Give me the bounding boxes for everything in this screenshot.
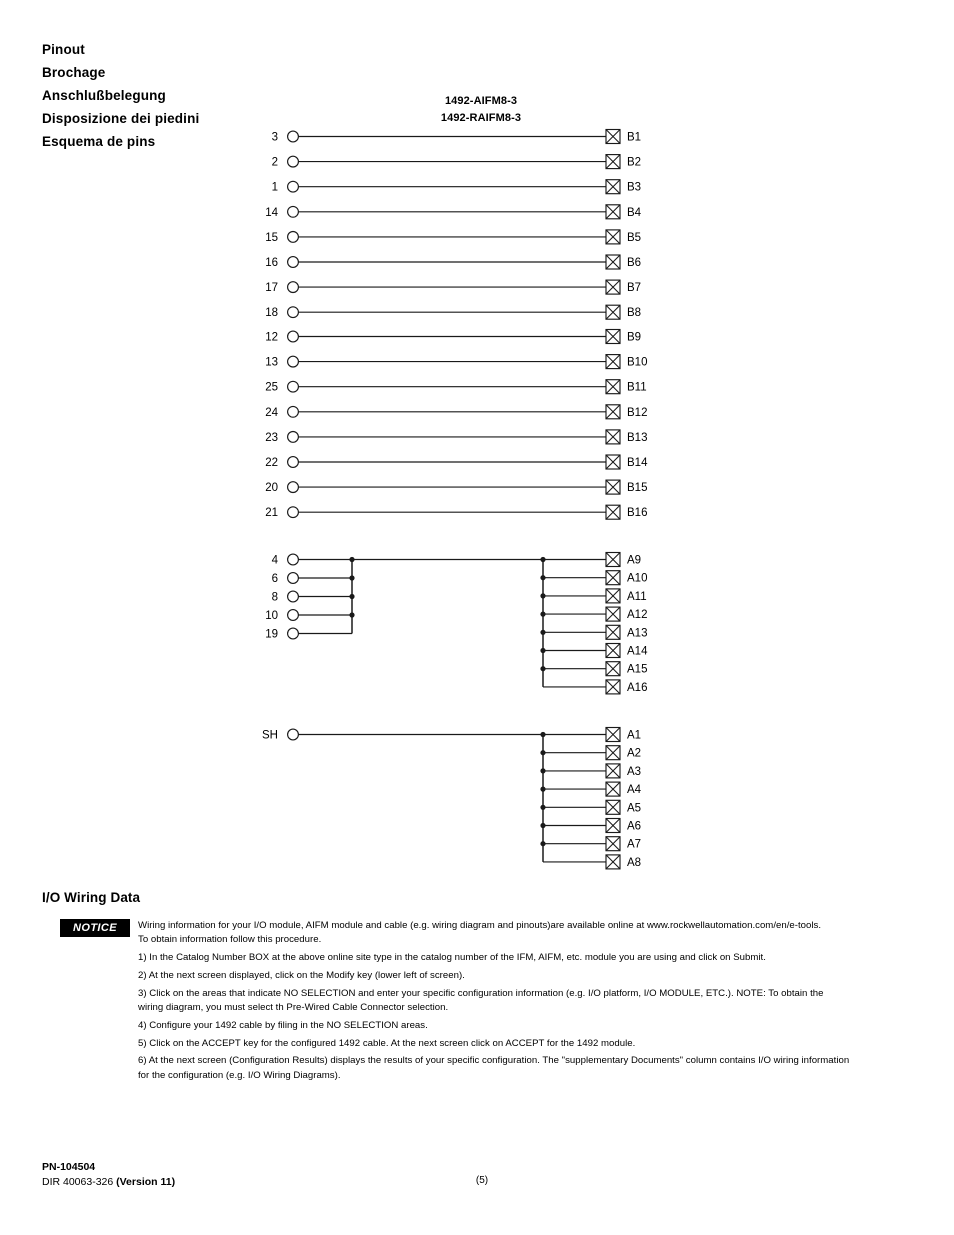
pin-connector-12: [288, 331, 299, 342]
heading-pinout-fr: Brochage: [42, 65, 106, 80]
terminal-label-A8: A8: [627, 856, 642, 869]
pin-connector-19: [288, 628, 299, 639]
terminal-label-B15: B15: [627, 482, 648, 495]
terminal-box-B1: [606, 130, 620, 144]
terminal-box-A11: [606, 589, 620, 603]
terminal-box-A9: [606, 553, 620, 567]
io-wiring-data-section: [42, 890, 922, 1083]
pin-connector-20: [288, 482, 299, 493]
pin-number-10: 10: [265, 610, 278, 622]
pin-connector-21: [288, 507, 299, 518]
pin-connector-13: [288, 356, 299, 367]
pin-connector-14: [288, 206, 299, 217]
notice-step-2: 2) At the next screen displayed, click on the Modify key (lower left of screen).: [138, 969, 465, 981]
pin-number-14: 14: [265, 206, 278, 219]
terminal-box-A1: [606, 728, 620, 742]
terminal-label-B2: B2: [627, 156, 642, 169]
pin-connector-1: [288, 181, 299, 192]
notice-step-3: 3) Click on the areas that indicate NO SELECTION and enter your specific configuration information (e.g. I/O platform, I/O MODULE, ETC.). NOTE: To obtain the: [138, 987, 824, 999]
pin-number-4: 4: [271, 554, 278, 567]
pin-number-24: 24: [265, 406, 278, 419]
terminal-box-A4: [606, 782, 620, 796]
footer-page-number: (5): [475, 1175, 489, 1186]
pin-number-8: 8: [271, 591, 278, 604]
pin-connector-22: [288, 457, 299, 468]
catalog-number-raifm: 1492-RAIFM8-3: [440, 111, 522, 124]
terminal-label-B7: B7: [627, 282, 642, 295]
terminal-label-B9: B9: [627, 331, 642, 344]
terminal-label-A3: A3: [627, 765, 642, 778]
heading-pinout-it: Disposizione dei piedini: [42, 111, 200, 126]
terminal-label-A11: A11: [627, 590, 647, 603]
terminal-box-B11: [606, 380, 620, 394]
notice-step-5: 5) Click on the ACCEPT key for the configured 1492 cable. At the next screen click on ACCEPT for the 1492 module.: [138, 1037, 636, 1049]
terminal-box-B4: [606, 205, 620, 219]
notice-step-6-continued: for the configuration (e.g. I/O Wiring Diagrams).: [138, 1069, 341, 1081]
terminal-box-A14: [606, 644, 620, 658]
pin-connector-18: [288, 307, 299, 318]
terminal-label-B6: B6: [627, 257, 642, 269]
pin-connector-6: [288, 573, 299, 584]
terminal-label-B3: B3: [627, 181, 642, 194]
terminal-box-A2: [606, 746, 620, 760]
pin-connector-4: [288, 554, 299, 565]
terminal-box-B13: [606, 430, 620, 444]
notice-step-4: 4) Configure your 1492 cable by filing in the NO SELECTION areas.: [138, 1019, 428, 1031]
terminal-box-A15: [606, 662, 620, 676]
terminal-label-B12: B12: [627, 406, 648, 419]
terminal-label-B10: B10: [627, 356, 648, 369]
terminal-box-B6: [606, 255, 620, 269]
pin-connector-2: [288, 156, 299, 167]
pin-number-1: 1: [271, 181, 278, 194]
terminal-label-A5: A5: [627, 802, 642, 815]
terminal-label-A6: A6: [627, 820, 642, 833]
pin-number-12: 12: [265, 331, 278, 344]
terminal-label-B1: B1: [627, 131, 642, 144]
terminal-box-B12: [606, 405, 620, 419]
heading-pinout-es: Esquema de pins: [42, 134, 156, 149]
terminal-label-A15: A15: [627, 663, 648, 676]
pin-connector-23: [288, 432, 299, 443]
catalog-number-aifm: 1492-AIFM8-3: [444, 95, 518, 107]
footer-dir-number: DIR 40063-326: [42, 1176, 117, 1188]
pin-connector-24: [288, 406, 299, 417]
pin-number-18: 18: [265, 307, 278, 320]
terminal-box-B15: [606, 480, 620, 494]
terminal-label-A7: A7: [627, 838, 642, 851]
pin-number-2: 2: [271, 156, 278, 169]
notice-intro-line-1: Wiring information for your I/O module, AIFM module and cable (e.g. wiring diagram and pinouts)are available online at www.rockwellautomation.com/en/e-tools.: [138, 920, 822, 931]
io-wiring-data-title: I/O Wiring Data: [42, 890, 141, 905]
page-footer: [42, 1160, 922, 1196]
pin-number-13: 13: [265, 356, 278, 369]
terminal-label-B8: B8: [627, 307, 642, 320]
pin-connector-3: [288, 131, 299, 142]
notice-step-6: 6) At the next screen (Configuration Results) displays the results of your specific configuration. The "supplementary Documents" column contains I/O wiring information: [138, 1055, 850, 1067]
pin-number-15: 15: [265, 231, 278, 244]
terminal-label-B4: B4: [627, 206, 642, 219]
terminal-label-A1: A1: [627, 729, 642, 742]
terminal-label-A13: A13: [627, 627, 648, 640]
pin-number-SH: SH: [262, 729, 278, 742]
notice-step-3-continued: wiring diagram, you must select th Pre-Wired Cable Connector selection.: [138, 1001, 449, 1013]
terminal-box-A6: [606, 819, 620, 833]
terminal-label-A16: A16: [627, 681, 648, 694]
pin-connector-SH: [288, 729, 299, 740]
terminal-box-A13: [606, 625, 620, 639]
terminal-box-B10: [606, 355, 620, 369]
terminal-label-B11: B11: [627, 381, 647, 394]
terminal-box-A12: [606, 607, 620, 621]
notice-badge: NOTICE: [60, 919, 130, 937]
footer-version: (Version 11): [116, 1176, 176, 1188]
notice-step-1: 1) In the Catalog Number BOX at the above online site type in the catalog number of the IFM, AIFM, etc. module you are using and click on Submit.: [138, 952, 766, 964]
terminal-label-A9: A9: [627, 554, 642, 567]
pin-connector-25: [288, 381, 299, 392]
pin-number-3: 3: [271, 131, 278, 144]
pin-number-20: 20: [265, 482, 278, 495]
terminal-box-A5: [606, 800, 620, 814]
terminal-box-A16: [606, 680, 620, 694]
terminal-box-B9: [606, 330, 620, 344]
terminal-label-A4: A4: [627, 784, 642, 797]
heading-pinout-de: Anschlußbelegung: [42, 88, 166, 103]
terminal-box-A7: [606, 837, 620, 851]
terminal-label-B5: B5: [627, 231, 642, 244]
terminal-label-A12: A12: [627, 609, 648, 622]
terminal-label-B13: B13: [627, 431, 648, 444]
pin-number-25: 25: [265, 381, 278, 394]
terminal-box-B2: [606, 155, 620, 169]
footer-part-number: PN-104504: [42, 1161, 96, 1173]
terminal-box-A10: [606, 571, 620, 585]
notice-intro-line-2: To obtain information follow this procedure.: [138, 934, 322, 946]
pin-connector-17: [288, 282, 299, 293]
terminal-box-A3: [606, 764, 620, 778]
terminal-box-B16: [606, 505, 620, 519]
terminal-label-A10: A10: [627, 572, 648, 585]
pin-number-21: 21: [265, 507, 278, 520]
pin-connector-15: [288, 232, 299, 243]
pin-connector-10: [288, 610, 299, 621]
pin-number-16: 16: [265, 257, 278, 269]
notice-block: [42, 919, 922, 1083]
pin-number-6: 6: [271, 573, 278, 585]
terminal-label-B14: B14: [627, 457, 648, 469]
terminal-box-B8: [606, 305, 620, 319]
heading-pinout-en: Pinout: [42, 42, 85, 57]
terminal-box-B7: [606, 280, 620, 294]
terminal-box-B5: [606, 230, 620, 244]
pin-number-17: 17: [265, 282, 278, 295]
pin-connector-8: [288, 591, 299, 602]
pin-connector-16: [288, 257, 299, 268]
pin-number-23: 23: [265, 431, 278, 444]
terminal-box-B14: [606, 455, 620, 469]
terminal-box-B3: [606, 180, 620, 194]
terminal-box-A8: [606, 855, 620, 869]
terminal-label-A2: A2: [627, 747, 642, 760]
terminal-label-B16: B16: [627, 507, 648, 520]
pin-number-19: 19: [265, 628, 278, 641]
pin-number-22: 22: [265, 457, 278, 469]
terminal-label-A14: A14: [627, 645, 648, 658]
